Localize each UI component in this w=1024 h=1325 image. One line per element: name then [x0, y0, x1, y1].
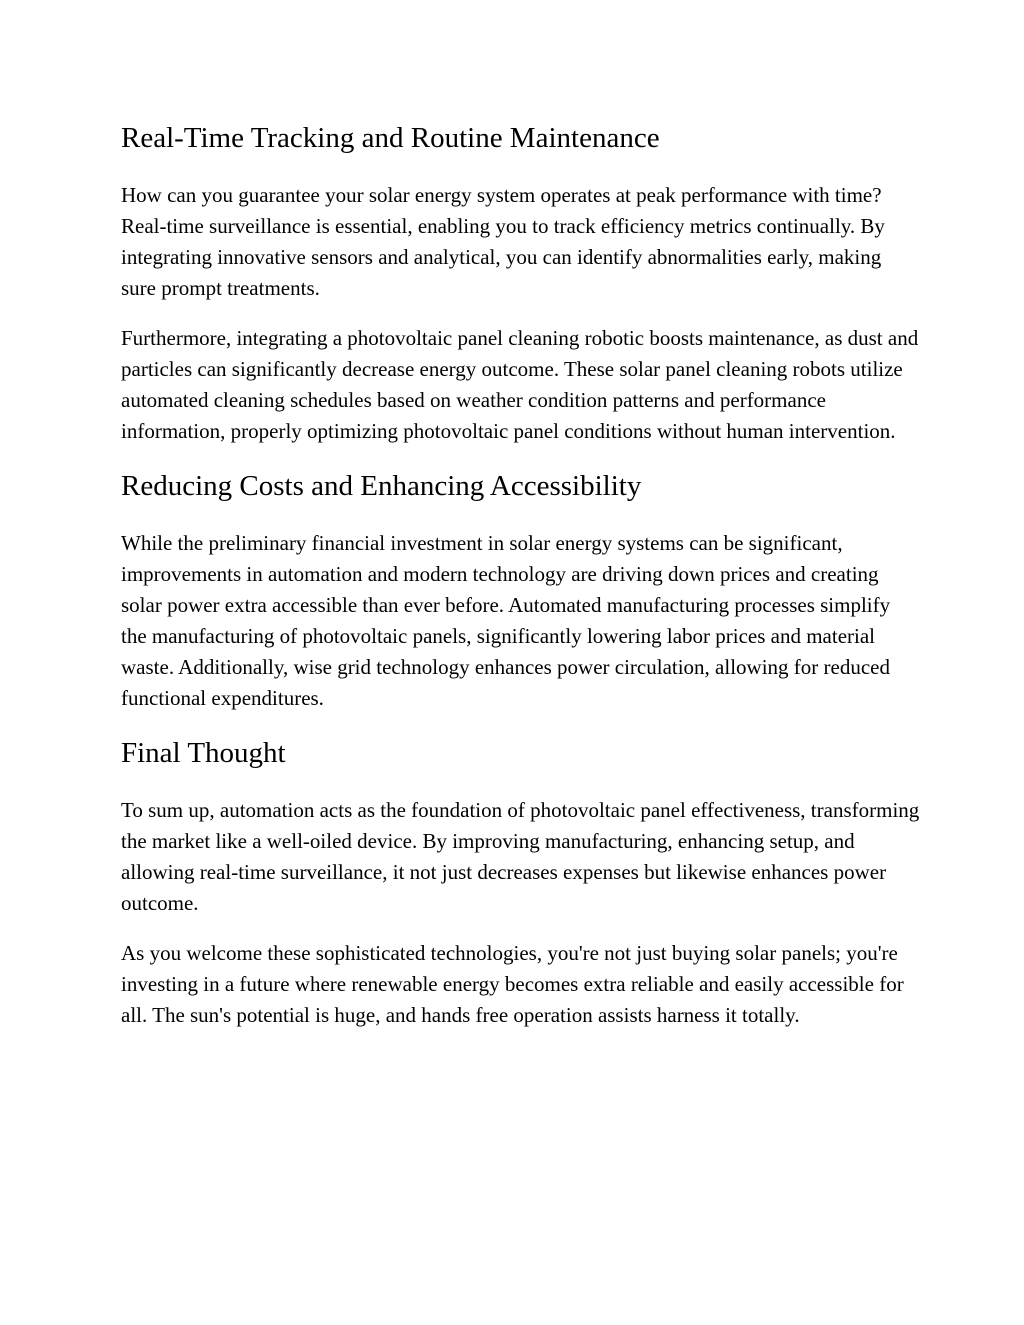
section-reducing-costs — [121, 466, 921, 714]
section-heading: Real-Time Tracking and Routine Maintenance — [121, 122, 660, 154]
paragraph: While the preliminary financial investment in solar energy systems can be significant, improvements in automation and modern technology are driving down prices and creating solar power extra accessible than ever before. Automated manufacturing processes simplify the manufacturing of photovoltaic panels, significantly lowering labor prices and material waste. Additionally, wise grid technology enhances power circulation, allowing for reduced functional expenditures. — [121, 531, 891, 710]
paragraph: To sum up, automation acts as the foundation of photovoltaic panel effectiveness, transforming the market like a well-oiled device. By improving manufacturing, enhancing setup, and allowing real-time surveillance, it not just decreases expenses but likewise enhances power outcome. — [121, 798, 920, 915]
section-final-thought — [121, 733, 921, 1031]
paragraph: As you welcome these sophisticated technologies, you're not just buying solar panels; you're investing in a future where renewable energy becomes extra reliable and easily accessible for all. The sun's potential is huge, and hands free operation assists harness it totally. — [121, 941, 904, 1027]
section-real-time-tracking — [121, 118, 921, 447]
paragraph: How can you guarantee your solar energy system operates at peak performance with time? Real-time surveillance is essential, enabling you to track efficiency metrics continually. By integrating innovative sensors and analytical, you can identify abnormalities early, making sure prompt treatments. — [121, 183, 885, 300]
document-page — [121, 118, 921, 1050]
section-heading: Reducing Costs and Enhancing Accessibility — [121, 470, 642, 502]
section-heading: Final Thought — [121, 737, 286, 769]
paragraph: Furthermore, integrating a photovoltaic panel cleaning robotic boosts maintenance, as dust and particles can significantly decrease energy outcome. These solar panel cleaning robots utilize automated cleaning schedules based on weather condition patterns and performance information, properly optimizing photovoltaic panel conditions without human intervention. — [121, 326, 919, 443]
